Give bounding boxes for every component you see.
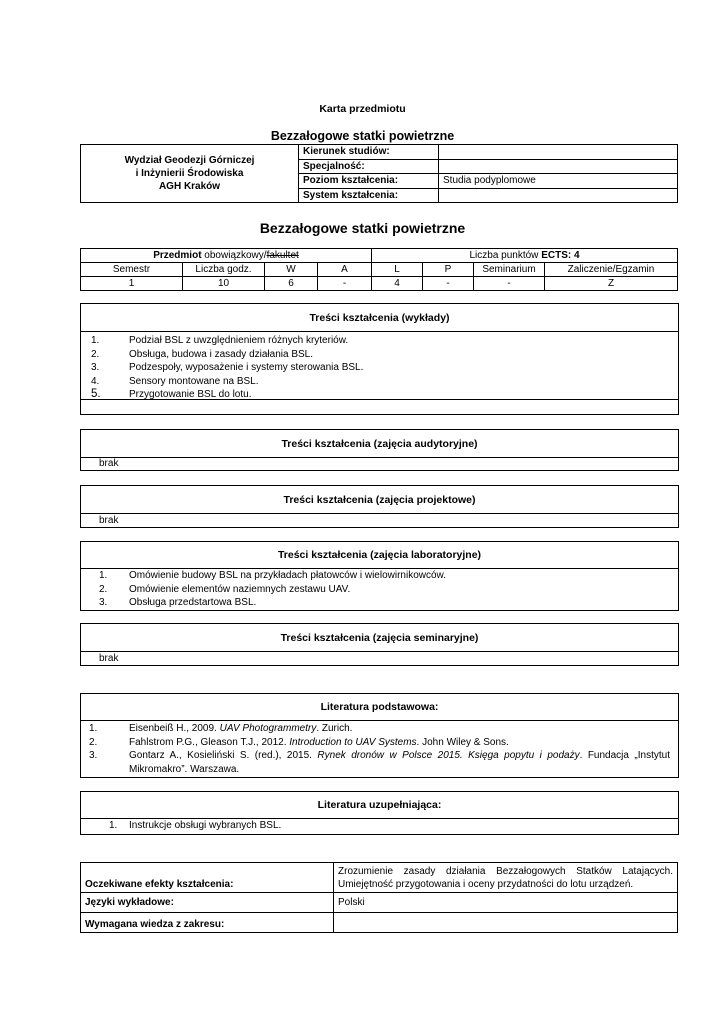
header-assessment: Zaliczenie/Egzamin — [545, 263, 678, 277]
lectures-title: Treści kształcenia (wykłady) — [81, 304, 678, 332]
faculty-table — [80, 144, 678, 203]
header-semester: Semestr — [81, 263, 183, 277]
specialty-value — [439, 159, 678, 174]
specialty-label: Specjalność: — [299, 159, 439, 174]
system-value — [439, 188, 678, 203]
literature-extra-list — [81, 819, 678, 833]
list-item: 2. Omówienie elementów naziemnych zestawu UAV. — [99, 583, 351, 595]
field-of-study-label: Kierunek studiów: — [299, 145, 439, 160]
list-item: 1. Eisenbeiß H., 2009. UAV Photogrammetry. Zurich. — [89, 723, 353, 734]
header-a: A — [318, 263, 372, 277]
value-a: - — [318, 277, 372, 291]
lectures-list — [81, 332, 678, 402]
laboratory-list — [81, 569, 678, 610]
project-content: brak — [99, 515, 119, 526]
value-semester: 1 — [81, 277, 183, 291]
auditory-content: brak — [99, 458, 119, 469]
languages-label: Języki wykładowe: — [81, 893, 334, 913]
course-type: Przedmiot obowiązkowy/fakultet — [81, 249, 372, 263]
project-section — [80, 485, 679, 528]
project-title: Treści kształcenia (zajęcia projektowe) — [81, 486, 678, 514]
lectures-divider — [81, 399, 678, 400]
list-item: 3. Podzespoły, wyposażenie i systemy sterowania BSL. — [91, 362, 364, 373]
header-p: P — [423, 263, 474, 277]
list-item: 1. Podział BSL z uwzględnieniem różnych kryteriów. — [91, 335, 349, 346]
list-item: 2. Obsługa, budowa i zasady działania BSL. — [91, 348, 314, 360]
knowledge-label: Wymagana wiedza z zakresu: — [81, 913, 334, 933]
list-item: 3. Obsługa przedstartowa BSL. — [99, 597, 257, 608]
level-value: Studia podyplomowe — [439, 174, 678, 189]
header-l: L — [372, 263, 423, 277]
laboratory-title: Treści kształcenia (zajęcia laboratoryjne) — [81, 542, 678, 569]
list-item: 3. Gontarz A., Kosieliński S. (red.), 2015. Rynek dronów w Polsce 2015. Księga popytu i podaży. Fundacja „Instytut Mikromakro”. Warszawa. — [89, 750, 670, 775]
seminar-content: brak — [99, 653, 119, 664]
subject-title: Bezzałogowe statki powietrzne — [270, 129, 455, 143]
effects-label: Oczekiwane efekty kształcenia: — [81, 863, 334, 893]
auditory-section — [80, 429, 679, 471]
course-table — [80, 248, 678, 291]
list-item: 4. Sensory montowane na BSL. — [91, 375, 259, 387]
list-item: 1. Omówienie budowy BSL na przykładach płatowców i wielowirnikowców. — [99, 570, 446, 581]
value-seminar: - — [474, 277, 545, 291]
literature-basic-title: Literatura podstawowa: — [81, 694, 678, 721]
knowledge-value — [334, 913, 678, 933]
value-w: 6 — [265, 277, 318, 291]
list-item: 5. Przygotowanie BSL do lotu. — [91, 388, 252, 400]
system-label: System kształcenia: — [299, 188, 439, 203]
list-item: 1. Instrukcje obsługi wybranych BSL. — [109, 820, 282, 831]
lectures-section — [80, 303, 679, 415]
value-hours: 10 — [183, 277, 265, 291]
header-hours: Liczba godz. — [183, 263, 265, 277]
seminar-title: Treści kształcenia (zajęcia seminaryjne) — [81, 624, 678, 652]
level-label: Poziom kształcenia: — [299, 174, 439, 189]
value-p: - — [423, 277, 474, 291]
literature-basic-list — [81, 721, 678, 776]
header-seminar: Seminarium — [474, 263, 545, 277]
auditory-title: Treści kształcenia (zajęcia audytoryjne) — [81, 430, 678, 458]
seminar-section — [80, 623, 679, 666]
effects-value: Zrozumienie zasady działania Bezzałogowych Statków Latających. Umiejętność przygotowania i oceny przydatności do lotu urządzeń. — [334, 863, 678, 893]
list-item: 2. Fahlstrom P.G., Gleason T.J., 2012. Introduction to UAV Systems. John Wiley & Sons. — [89, 736, 509, 748]
outcomes-table — [80, 862, 678, 933]
literature-basic-section — [80, 693, 679, 778]
card-title: Karta przedmiotu — [319, 103, 406, 115]
laboratory-section — [80, 541, 679, 611]
literature-extra-title: Literatura uzupełniająca: — [81, 792, 678, 819]
literature-extra-section — [80, 791, 679, 835]
faculty-name: Wydział Geodezji Górniczej i Inżynierii Środowiska AGH Kraków — [81, 145, 299, 203]
value-assessment: Z — [545, 277, 678, 291]
ects-points: Liczba punktów ECTS: 4 — [372, 249, 678, 263]
header-w: W — [265, 263, 318, 277]
value-l: 4 — [372, 277, 423, 291]
field-of-study-value — [439, 145, 678, 160]
subject-heading: Bezzałogowe statki powietrzne — [259, 220, 466, 236]
languages-value: Polski — [334, 893, 678, 913]
